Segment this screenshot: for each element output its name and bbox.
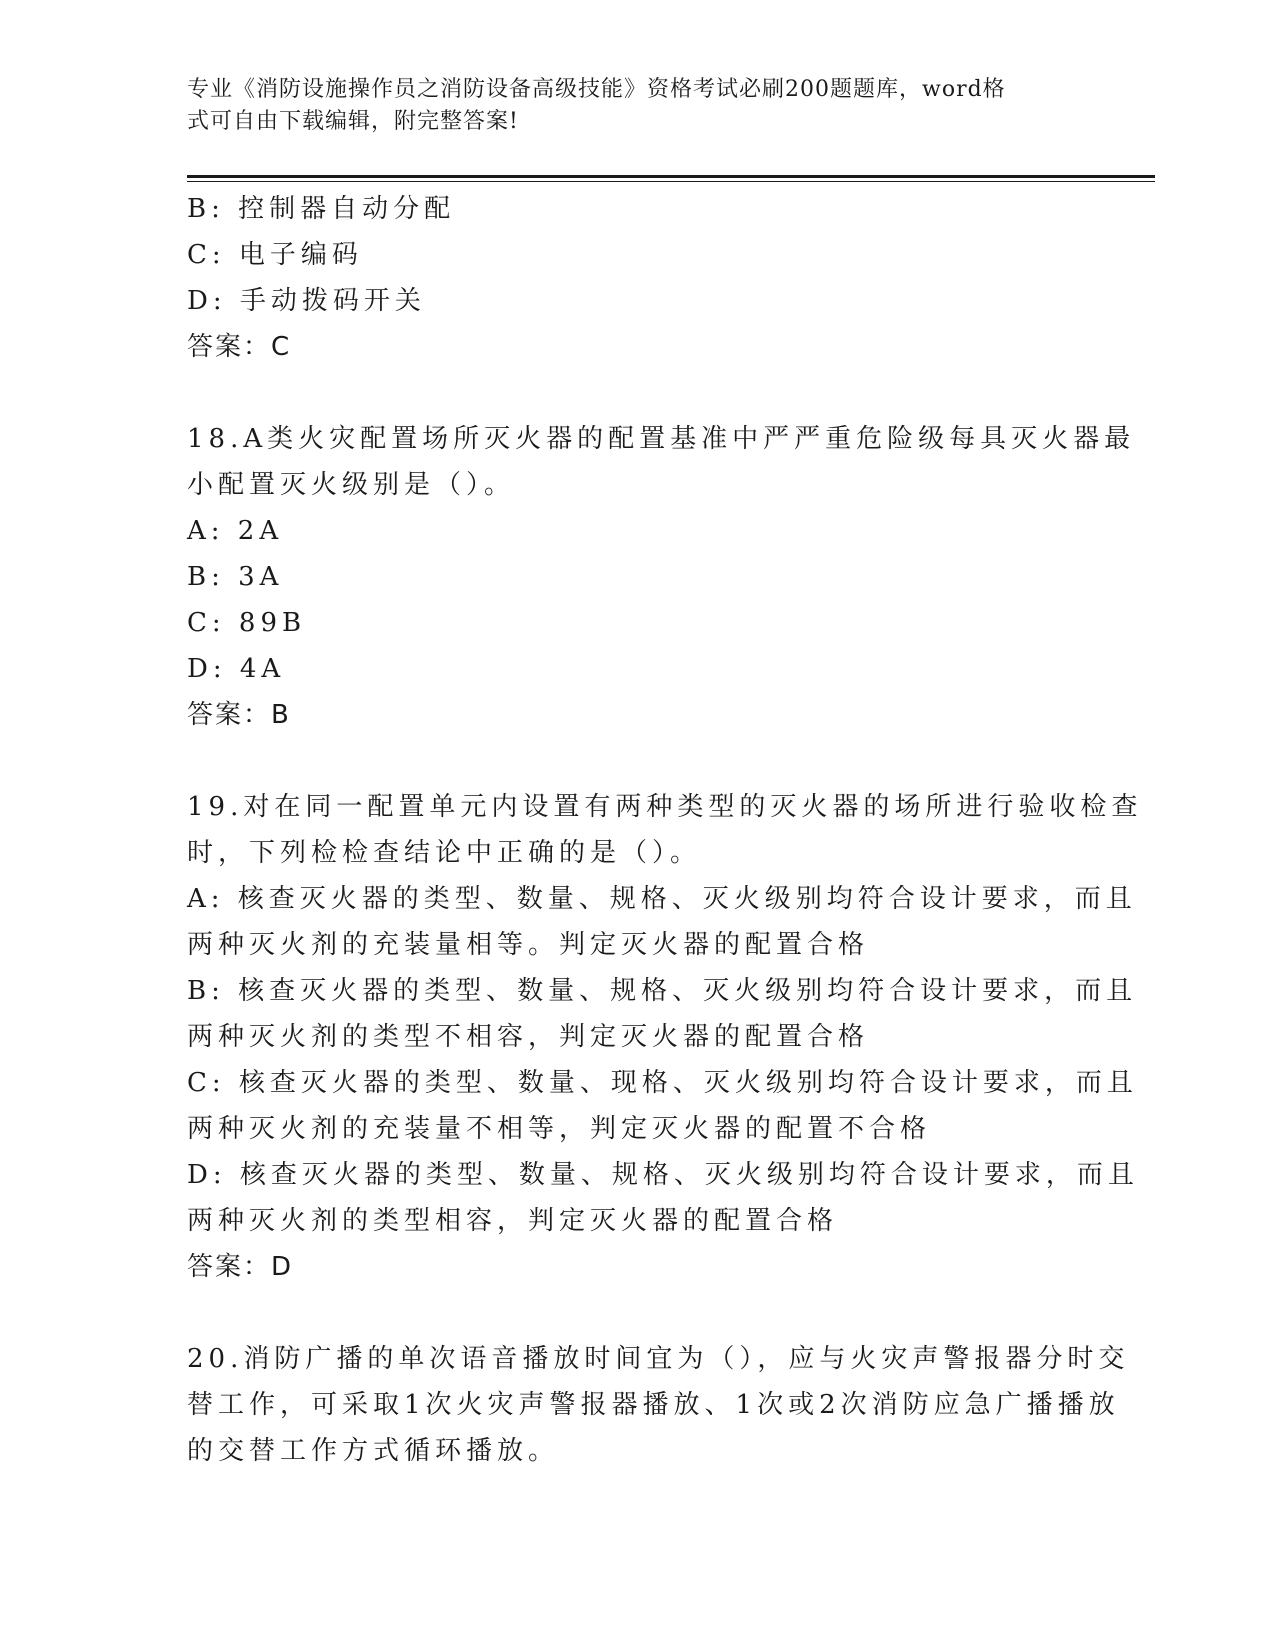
header-line-1: 专业《消防设施操作员之消防设备高级技能》资格考试必刷200题题库，word格 xyxy=(187,77,1006,102)
q20-stem-line-2: 替工作，可采取1次火灾声警报器播放、1次或2次消防应急广播播放 xyxy=(187,1390,1120,1420)
q18-answer: 答案：B xyxy=(187,700,291,730)
q19-stem-line-1: 19.对在同一配置单元内设置有两种类型的灭火器的场所进行验收检查 xyxy=(187,792,1143,822)
header-line-2: 式可自由下载编辑，附完整答案! xyxy=(187,109,519,134)
question-content xyxy=(187,186,1143,1474)
q19-option-d-line-1: D: 核查灭火器的类型、数量、规格、灭火级别均符合设计要求，而且 xyxy=(187,1160,1139,1190)
header-rule-thin xyxy=(187,181,1155,182)
header-rule-thick xyxy=(187,175,1155,178)
q19-option-d-line-2: 两种灭火剂的类型相容，判定灭火器的配置合格 xyxy=(187,1206,839,1236)
q18-stem-line-1: 18.A类火灾配置场所灭火器的配置基准中严严重危险级每具灭火器最 xyxy=(187,424,1136,454)
q20-stem-line-1: 20.消防广播的单次语音播放时间宜为（），应与火灾声警报器分时交 xyxy=(187,1344,1130,1374)
q19-option-b-line-1: B: 核查灭火器的类型、数量、规格、灭火级别均符合设计要求，而且 xyxy=(187,976,1138,1006)
q18-option-a: A: 2A xyxy=(187,516,284,546)
q17-answer: 答案：C xyxy=(187,332,292,362)
q19-option-c-line-1: C: 核查灭火器的类型、数量、现格、灭火级别均符合设计要求，而且 xyxy=(187,1068,1138,1098)
q17-option-c: C: 电子编码 xyxy=(187,240,363,270)
q19-option-a-line-1: A: 核查灭火器的类型、数量、规格、灭火级别均符合设计要求，而且 xyxy=(187,884,1137,914)
q18-option-b: B: 3A xyxy=(187,562,284,592)
q19-option-a-line-2: 两种灭火剂的充装量相等。判定灭火器的配置合格 xyxy=(187,930,870,960)
q19-answer: 答案：D xyxy=(187,1252,294,1282)
question-19 xyxy=(187,784,1143,1290)
question-20 xyxy=(187,1336,1130,1474)
q18-option-c: C: 89B xyxy=(187,608,307,638)
q17-option-d: D: 手动拨码开关 xyxy=(187,286,426,316)
question-18 xyxy=(187,416,1136,738)
q19-stem-line-2: 时，下列检检查结论中正确的是（）。 xyxy=(187,838,702,868)
q17-option-b: B: 控制器自动分配 xyxy=(187,194,456,224)
q19-option-c-line-2: 两种灭火剂的充装量不相等，判定灭火器的配置不合格 xyxy=(187,1114,932,1144)
q18-option-d: D: 4A xyxy=(187,654,286,684)
q20-stem-line-3: 的交替工作方式循环播放。 xyxy=(187,1436,560,1466)
q18-stem-line-2: 小配置灭火级别是（）。 xyxy=(187,470,516,500)
document-header xyxy=(187,74,1087,138)
question-17-tail xyxy=(187,186,1087,370)
q19-option-b-line-2: 两种灭火剂的类型不相容，判定灭火器的配置合格 xyxy=(187,1022,870,1052)
